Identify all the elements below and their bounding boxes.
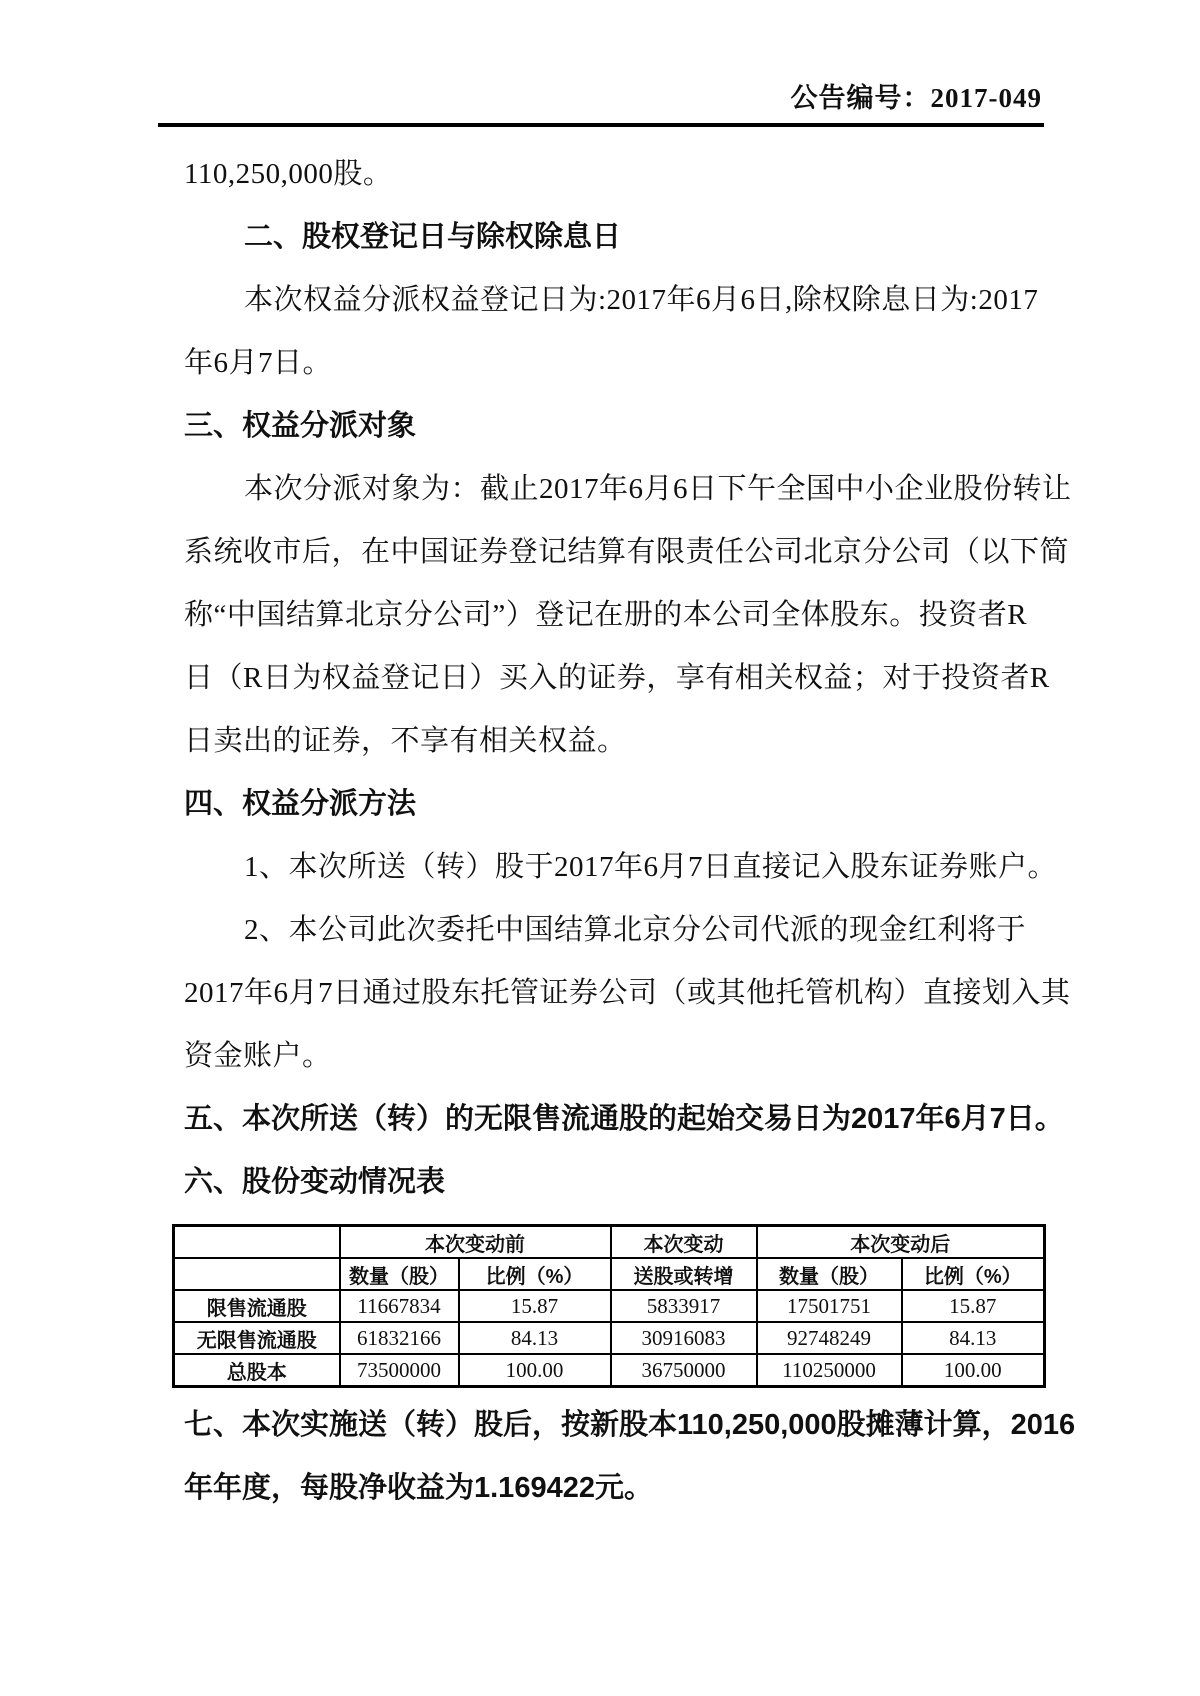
section-heading-2: 二、股权登记日与除权除息日 <box>244 221 622 253</box>
table-cell-group-before: 本次变动前 <box>340 1226 611 1259</box>
table-cell: 110250000 <box>757 1354 902 1387</box>
paragraph-line: 日卖出的证券，不享有相关权益。 <box>184 725 627 757</box>
closing-text <box>184 1394 1076 1520</box>
table-cell-empty <box>174 1226 340 1259</box>
section-heading-6: 六、股份变动情况表 <box>184 1166 446 1198</box>
table-cell-empty <box>174 1258 340 1290</box>
table-cell-row-label: 总股本 <box>174 1354 340 1387</box>
paragraph-line: 年6月7日。 <box>184 347 333 379</box>
table-cell-qty-before-header: 数量（股） <box>340 1258 459 1290</box>
table-cell: 92748249 <box>757 1322 902 1354</box>
table-cell: 84.13 <box>459 1322 611 1354</box>
table-cell-pct-after-header: 比例（%） <box>902 1258 1045 1290</box>
paragraph-line: 2017年6月7日通过股东托管证券公司（或其他托管机构）直接划入其 <box>184 977 1071 1009</box>
table-cell: 17501751 <box>757 1290 902 1322</box>
table-cell: 30916083 <box>611 1322 757 1354</box>
table-cell: 11667834 <box>340 1290 459 1322</box>
paragraph-line: 系统收市后，在中国证券登记结算有限责任公司北京分公司（以下简 <box>184 536 1070 568</box>
table-cell: 100.00 <box>902 1354 1045 1387</box>
table-subheader-row <box>174 1258 1045 1290</box>
header-divider-rule <box>158 123 1044 127</box>
table-cell: 5833917 <box>611 1290 757 1322</box>
table-cell: 61832166 <box>340 1322 459 1354</box>
section-heading-4: 四、权益分派方法 <box>184 788 417 820</box>
table-cell-change-type-header: 送股或转增 <box>611 1258 757 1290</box>
table-cell-group-after: 本次变动后 <box>757 1226 1045 1259</box>
paragraph-line: 2、本公司此次委托中国结算北京分公司代派的现金红利将于 <box>244 914 1027 946</box>
page-content <box>158 82 1076 1520</box>
section-heading-3: 三、权益分派对象 <box>184 410 417 442</box>
table-cell-group-change: 本次变动 <box>611 1226 757 1259</box>
paragraph-line: 本次权益分派权益登记日为:2017年6月6日,除权除息日为:2017 <box>244 284 1039 316</box>
announcement-number: 公告编号：2017-049 <box>790 83 1042 113</box>
section-heading-7-continuation: 年年度，每股净收益为1.169422元。 <box>184 1472 653 1504</box>
table-cell: 15.87 <box>459 1290 611 1322</box>
paragraph-line: 日（R日为权益登记日）买入的证券，享有相关权益；对于投资者R <box>184 662 1050 694</box>
section-heading-5: 五、本次所送（转）的无限售流通股的起始交易日为2017年6月7日。 <box>184 1103 1064 1135</box>
table-cell: 84.13 <box>902 1322 1045 1354</box>
table-row-restricted-shares <box>174 1290 1045 1322</box>
body-text <box>184 143 1072 1214</box>
table-row-total-shares <box>174 1354 1045 1387</box>
table-row-unrestricted-shares <box>174 1322 1045 1354</box>
paragraph-line: 1、本次所送（转）股于2017年6月7日直接记入股东证券账户。 <box>244 851 1058 883</box>
paragraph-line: 资金账户。 <box>184 1040 332 1072</box>
paragraph-line: 称“中国结算北京分公司”）登记在册的本公司全体股东。投资者R <box>184 599 1028 631</box>
table-cell: 15.87 <box>902 1290 1045 1322</box>
table-group-header-row <box>174 1226 1045 1259</box>
share-change-table <box>172 1224 1046 1388</box>
section-heading-7: 七、本次实施送（转）股后，按新股本110,250,000股摊薄计算，2016 <box>184 1409 1076 1441</box>
table-cell-pct-before-header: 比例（%） <box>459 1258 611 1290</box>
table-cell: 73500000 <box>340 1354 459 1387</box>
table-cell: 100.00 <box>459 1354 611 1387</box>
paragraph-line-shares-total: 110,250,000股。 <box>184 158 393 190</box>
paragraph-line: 本次分派对象为：截止2017年6月6日下午全国中小企业股份转让 <box>244 473 1072 505</box>
table-cell-row-label: 限售流通股 <box>174 1290 340 1322</box>
table-cell: 36750000 <box>611 1354 757 1387</box>
table-cell-row-label: 无限售流通股 <box>174 1322 340 1354</box>
table-cell-qty-after-header: 数量（股） <box>757 1258 902 1290</box>
